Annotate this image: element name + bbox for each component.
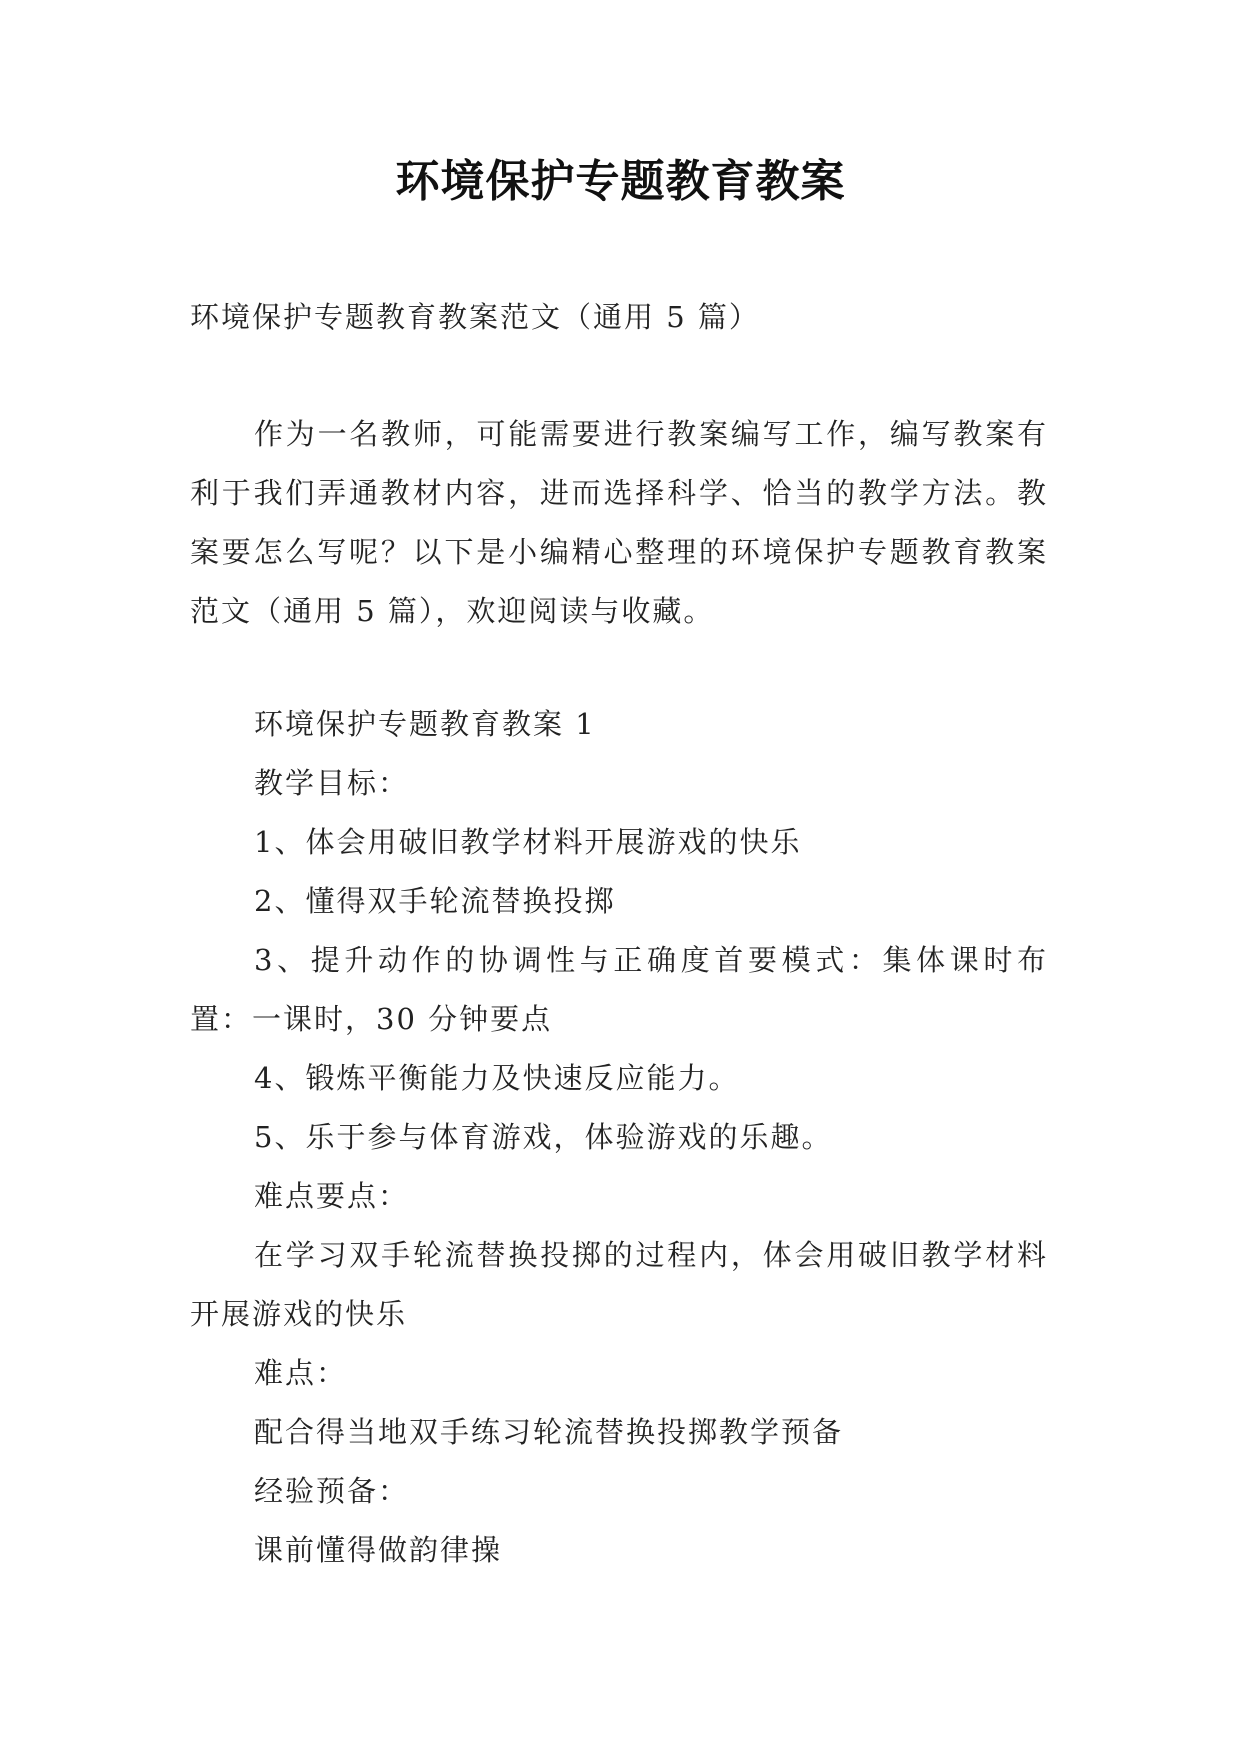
lesson-content <box>190 695 1048 1580</box>
intro-paragraph: 作为一名教师，可能需要进行教案编写工作，编写教案有利于我们弄通教材内容，进而选择科学、恰当的教学方法。教案要怎么写呢？以下是小编精心整理的环境保护专题教育教案范文（通用 5 篇），欢迎阅读与收藏。 <box>190 417 1048 628</box>
difficulty-text: 配合得当地双手练习轮流替换投掷教学预备 <box>254 1415 844 1449</box>
objective-item: 4、锻炼平衡能力及快速反应能力。 <box>254 1061 740 1095</box>
document-title: 环境保护专题教育教案 <box>395 156 846 207</box>
document-subtitle: 环境保护专题教育教案范文（通用 5 篇） <box>190 300 760 334</box>
objective-item: 1、体会用破旧教学材料开展游戏的快乐 <box>254 825 802 859</box>
objective-item: 3、提升动作的协调性与正确度首要模式：集体课时布置：一课时，30 分钟要点 <box>190 943 1048 1036</box>
difficulty-label: 难点： <box>254 1356 348 1390</box>
objectives-label: 教学目标： <box>254 766 410 800</box>
section-heading: 环境保护专题教育教案 1 <box>254 707 596 741</box>
objective-item: 5、乐于参与体育游戏，体验游戏的乐趣。 <box>254 1120 833 1154</box>
preparation-text: 课前懂得做韵律操 <box>254 1533 503 1567</box>
objective-item: 2、懂得双手轮流替换投掷 <box>254 884 616 918</box>
key-points-label: 难点要点： <box>254 1179 410 1213</box>
key-points-text: 在学习双手轮流替换投掷的过程内，体会用破旧教学材料开展游戏的快乐 <box>190 1238 1048 1331</box>
preparation-label: 经验预备： <box>254 1474 410 1508</box>
